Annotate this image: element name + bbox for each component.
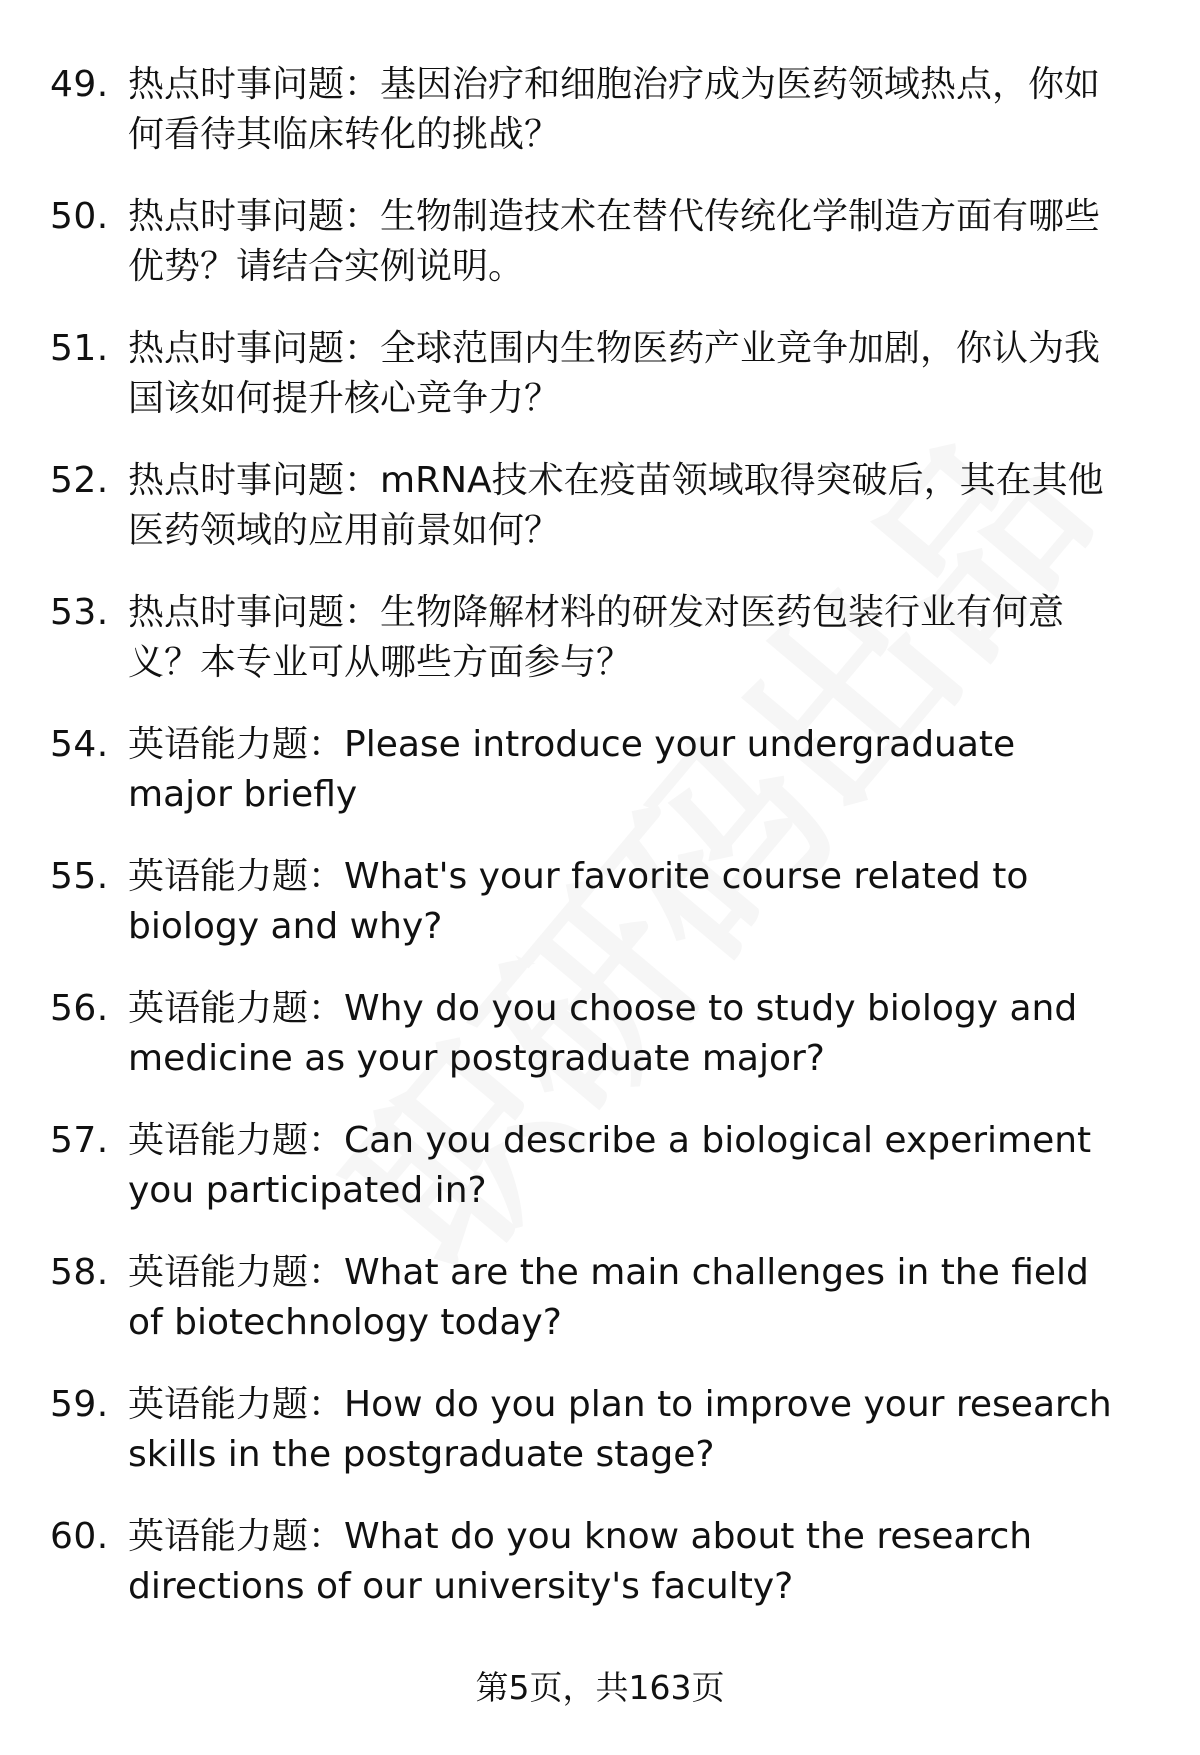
question-item [50,456,1150,588]
question-number: 54. [50,724,109,765]
question-item [50,60,1150,192]
question-text: 热点时事问题：基因治疗和细胞治疗成为医药领域热点，你如何看待其临床转化的挑战？ [128,64,1101,155]
page-footer [0,1668,1200,1708]
question-number: 53. [50,592,109,633]
question-item [50,192,1150,324]
question-number: 56. [50,988,109,1029]
question-item [50,1116,1150,1248]
question-number: 57. [50,1120,109,1161]
question-item [50,1512,1150,1644]
question-item [50,1248,1150,1380]
question-number: 59. [50,1384,109,1425]
question-number: 49. [50,64,109,105]
question-number: 51. [50,328,109,369]
question-item [50,1380,1150,1512]
question-text: 热点时事问题：生物降解材料的研发对医药包装行业有何意义？本专业可从哪些方面参与？ [128,592,1065,683]
question-item [50,324,1150,456]
question-text: 热点时事问题：mRNA技术在疫苗领域取得突破后，其在其他医药领域的应用前景如何？ [128,460,1104,551]
question-number: 55. [50,856,109,897]
question-number: 60. [50,1516,109,1557]
question-text: 英语能力题：What are the main challenges in the field of biotechnology today? [128,1252,1089,1343]
question-item [50,984,1150,1116]
question-item [50,720,1150,852]
question-text: 热点时事问题：生物制造技术在替代传统化学制造方面有哪些优势？请结合实例说明。 [128,196,1101,287]
question-item [50,852,1150,984]
question-text: 英语能力题：What's your favorite course related to biology and why? [128,856,1029,947]
question-list [50,60,1150,1644]
question-text: 热点时事问题：全球范围内生物医药产业竞争加剧，你认为我国该如何提升核心竞争力？ [128,328,1101,419]
question-number: 58. [50,1252,109,1293]
question-number: 50. [50,196,109,237]
question-text: 英语能力题：Please introduce your undergraduate major briefly [128,724,1016,815]
page-indicator: 第5页，共163页 [475,1668,725,1707]
question-item [50,588,1150,720]
question-text: 英语能力题：What do you know about the research directions of our university's faculty? [128,1516,1033,1607]
question-text: 英语能力题：Why do you choose to study biology and medicine as your postgraduate major? [128,988,1078,1079]
question-text: 英语能力题：Can you describe a biological experiment you participated in? [128,1120,1092,1211]
question-number: 52. [50,460,109,501]
question-text: 英语能力题：How do you plan to improve your research skills in the postgraduate stage? [128,1384,1112,1475]
